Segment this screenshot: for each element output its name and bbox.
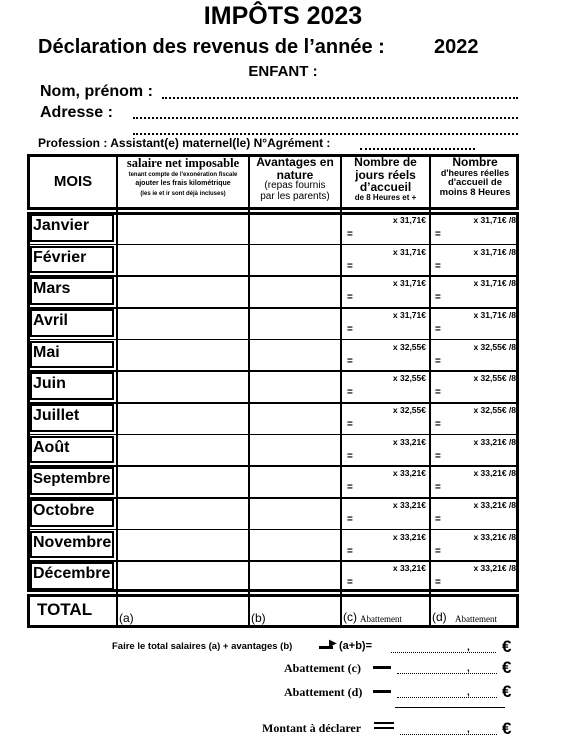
rate-heures: x 33,21€ /8 xyxy=(473,436,516,447)
rate-jours: x 31,71€ xyxy=(392,278,426,289)
abattement-c-dash xyxy=(373,666,391,669)
header-jours-line1: Nombre de xyxy=(354,155,417,169)
header-avantages-line3: (repas fournis xyxy=(264,180,326,192)
total-label: TOTAL xyxy=(37,600,93,619)
month-label: Juillet xyxy=(33,407,80,425)
address-label: Adresse : xyxy=(40,104,113,121)
abattement-d-euro: € xyxy=(502,682,512,701)
rate-jours: x 32,55€ xyxy=(392,373,426,384)
eq-jours: = xyxy=(347,419,353,431)
eq-heures: = xyxy=(435,324,441,335)
header-heures-line4: moins 8 Heures xyxy=(439,187,511,198)
header-mois: MOIS xyxy=(53,173,93,190)
total-b[interactable]: (b) xyxy=(251,611,266,625)
eq-jours: = xyxy=(347,482,353,494)
eq-jours: = xyxy=(347,514,353,526)
eq-heures: = xyxy=(435,292,441,304)
eq-heures: = xyxy=(435,387,441,399)
rate-jours: x 33,21€ xyxy=(392,563,426,574)
header-salaire-title: salaire net imposable xyxy=(126,156,240,170)
summary-total-label: Faire le total salaires (a) + avantages (b) xyxy=(112,641,293,652)
avantages-input[interactable] xyxy=(250,435,340,465)
salaire-input[interactable] xyxy=(118,213,248,243)
address-field-line2[interactable] xyxy=(133,133,518,135)
summary-total-field[interactable] xyxy=(391,652,496,653)
abattement-c-label: Abattement (c) xyxy=(284,661,361,675)
header-avantages xyxy=(250,156,340,202)
montant-comma: , xyxy=(467,724,470,735)
rate-heures: x 31,71€ /8 xyxy=(473,278,516,289)
eq-heures: = xyxy=(435,577,441,589)
eq-heures: = xyxy=(435,355,441,367)
avantages-input[interactable] xyxy=(250,276,340,306)
summary-total-euro: € xyxy=(502,637,512,656)
summary-rule xyxy=(395,707,505,708)
header-salaire-line3: (les ie et ir sont déjà incluses) xyxy=(140,190,226,197)
declaration-subtitle: Déclaration des revenus de l’année : xyxy=(38,36,385,58)
summary-total-result: (a+b)= xyxy=(339,640,373,652)
avantages-input[interactable] xyxy=(250,371,340,401)
rate-heures: x 32,55€ /8 xyxy=(473,405,516,416)
salaire-input[interactable] xyxy=(118,435,248,465)
salaire-input[interactable] xyxy=(118,466,248,496)
arrow-right-icon: ▶ xyxy=(329,638,337,649)
eq-jours: = xyxy=(347,324,353,335)
rate-jours: x 33,21€ xyxy=(392,500,426,511)
eq-jours: = xyxy=(347,387,353,399)
eq-jours: = xyxy=(347,545,353,557)
total-a[interactable]: (a) xyxy=(119,611,134,625)
summary-total-comma: , xyxy=(467,642,470,653)
rate-jours: x 32,55€ xyxy=(392,341,426,352)
avantages-input[interactable] xyxy=(250,466,340,496)
month-label: Mai xyxy=(33,343,60,361)
month-label: Juin xyxy=(33,375,66,393)
avantages-input[interactable] xyxy=(250,213,340,243)
month-label: Décembre xyxy=(33,565,111,583)
salaire-input[interactable] xyxy=(118,245,248,275)
rate-jours: x 31,71€ xyxy=(392,310,426,320)
header-avantages-line4: par les parents) xyxy=(260,190,330,202)
salaire-input[interactable] xyxy=(118,498,248,528)
avantages-input[interactable] xyxy=(250,403,340,433)
rate-jours: x 32,55€ xyxy=(392,405,426,416)
avantages-input[interactable] xyxy=(250,498,340,528)
month-label: Octobre xyxy=(33,502,95,520)
month-label: Mars xyxy=(33,280,71,298)
month-label: Septembre xyxy=(33,470,111,488)
avantages-input[interactable] xyxy=(250,308,340,338)
header-heures-line1: Nombre xyxy=(452,155,498,169)
salaire-input[interactable] xyxy=(118,561,248,591)
total-d[interactable]: (d) xyxy=(432,610,447,624)
rate-jours: x 31,71€ xyxy=(392,215,426,225)
name-label: Nom, prénom : xyxy=(40,83,153,100)
header-salaire-line2: ajouter les frais kilométrique xyxy=(135,180,231,188)
header-jours-line3: d’accueil xyxy=(359,180,412,195)
salaire-input[interactable] xyxy=(118,403,248,433)
rate-jours: x 33,21€ xyxy=(392,531,426,542)
avantages-input[interactable] xyxy=(250,340,340,370)
name-field[interactable] xyxy=(162,97,518,99)
total-d-abattement: Abattement xyxy=(455,614,497,624)
child-label: ENFANT : xyxy=(248,63,318,80)
eq-heures: = xyxy=(435,514,441,526)
header-jours xyxy=(342,156,429,202)
declaration-year: 2022 xyxy=(434,36,479,58)
month-label: Novembre xyxy=(33,533,112,551)
montant-euro: € xyxy=(502,719,512,738)
avantages-input[interactable] xyxy=(250,561,340,591)
rate-heures: x 32,55€ /8 xyxy=(473,373,516,384)
rate-jours: x 31,71€ xyxy=(392,246,426,257)
eq-jours: = xyxy=(347,229,353,240)
page-title: IMPÔTS 2023 xyxy=(203,2,363,30)
abattement-d-field[interactable] xyxy=(397,697,497,698)
abattement-c-euro: € xyxy=(502,658,512,677)
eq-jours: = xyxy=(347,292,353,304)
agrement-field[interactable] xyxy=(360,148,475,150)
header-heures-line2: d'heures réelles xyxy=(440,167,510,178)
rate-heures: x 32,55€ /8 xyxy=(473,341,516,352)
eq-jours: = xyxy=(347,577,353,589)
montant-field[interactable] xyxy=(400,734,497,735)
salaire-input[interactable] xyxy=(118,371,248,401)
header-salaire xyxy=(118,157,248,197)
salaire-input[interactable] xyxy=(118,530,248,560)
month-label: Avril xyxy=(33,312,68,329)
total-c-abattement: Abattement xyxy=(360,614,402,624)
salaire-input[interactable] xyxy=(118,308,248,338)
abattement-c-comma: , xyxy=(467,663,470,674)
eq-heures: = xyxy=(435,419,441,431)
profession-label: Profession : Assistant(e) maternel(le) N°Agrément : xyxy=(38,136,331,150)
header-avantages-line2: nature xyxy=(276,167,314,182)
header-salaire-line1: tenant compte de l'exonération fiscale xyxy=(128,172,238,179)
header-heures-line3: d'accueil de xyxy=(447,177,502,189)
eq-heures: = xyxy=(435,260,441,272)
salaire-input[interactable] xyxy=(118,340,248,370)
header-jours-line4: de 8 Heures et + xyxy=(354,192,417,202)
rate-heures: x 33,21€ /8 xyxy=(473,563,516,574)
eq-jours: = xyxy=(347,260,353,272)
eq-heures: = xyxy=(435,229,441,240)
rate-heures: x 31,71€ /8 xyxy=(473,246,516,257)
abattement-d-dash xyxy=(373,690,391,693)
header-avantages-line1: Avantages en xyxy=(256,155,334,169)
rate-heures: x 33,21€ /8 xyxy=(473,468,516,479)
salaire-input[interactable] xyxy=(118,276,248,306)
eq-heures: = xyxy=(435,482,441,494)
total-c[interactable]: (c) xyxy=(343,610,357,624)
month-label: Février xyxy=(33,248,87,266)
eq-jours: = xyxy=(347,355,353,367)
address-field-line1[interactable] xyxy=(133,117,518,119)
avantages-input[interactable] xyxy=(250,245,340,275)
header-jours-line2: jours réels xyxy=(355,167,416,182)
rate-heures: x 31,71€ /8 xyxy=(473,310,516,320)
montant-equals-top xyxy=(374,722,394,724)
month-label: Janvier xyxy=(33,217,90,234)
montant-equals-bottom xyxy=(374,727,394,729)
avantages-input[interactable] xyxy=(250,530,340,560)
abattement-d-label: Abattement (d) xyxy=(284,685,363,699)
rate-heures: x 31,71€ /8 xyxy=(473,215,516,225)
revenue-table xyxy=(27,154,519,628)
abattement-c-field[interactable] xyxy=(397,673,497,674)
eq-jours: = xyxy=(347,450,353,462)
eq-heures: = xyxy=(435,545,441,557)
rate-jours: x 33,21€ xyxy=(392,468,426,479)
eq-heures: = xyxy=(435,450,441,462)
rate-jours: x 33,21€ xyxy=(392,436,426,447)
montant-label: Montant à déclarer xyxy=(262,721,362,735)
header-heures xyxy=(431,156,519,198)
rate-heures: x 33,21€ /8 xyxy=(473,531,516,542)
rate-heures: x 33,21€ /8 xyxy=(473,500,516,511)
abattement-d-comma: , xyxy=(467,687,470,698)
month-label: Août xyxy=(33,438,70,456)
